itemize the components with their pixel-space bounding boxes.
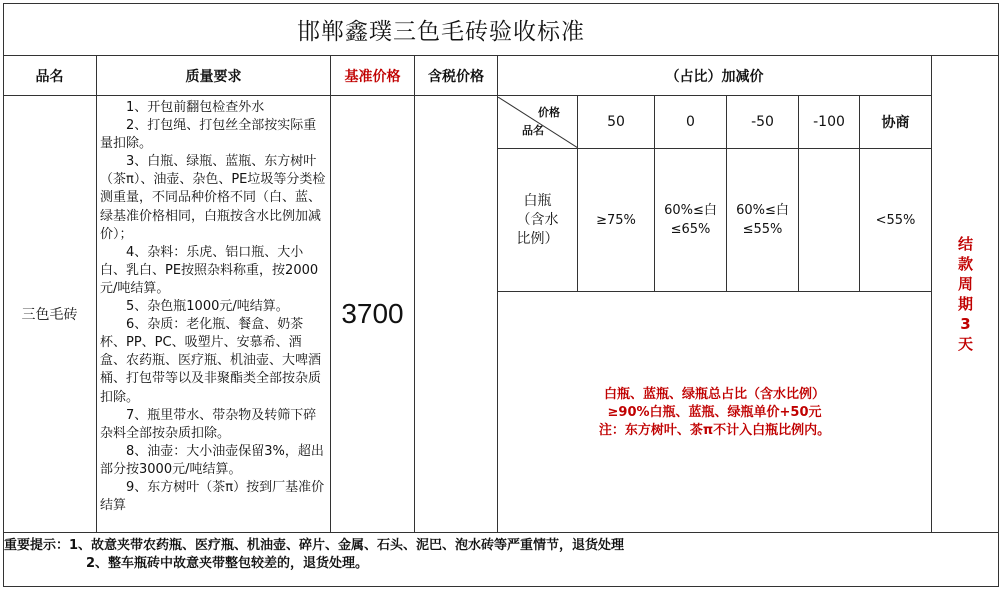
note-line: 白瓶、蓝瓶、绿瓶总占比（含水比例） xyxy=(603,386,825,402)
quality-item: 5、杂色瓶1000元/吨结算。 xyxy=(126,299,289,315)
diag-top-label: 价格 xyxy=(538,106,560,119)
note-line: ≥90%白瓶、蓝瓶、绿瓶单价+50元 xyxy=(607,404,822,420)
header-quality: 质量要求 xyxy=(97,56,331,96)
adjust-value: ≥75% xyxy=(578,149,655,292)
quality-item: 2、打包绳、打包丝全部按实际重量扣除。 xyxy=(100,118,317,152)
quality-item: 9、东方树叶（茶π）按到厂基准价结算 xyxy=(100,479,325,514)
col-header: 50 xyxy=(578,96,655,149)
quality-item: 8、油壶：大小油壶保留3%，超出部分按3000元/吨结算。 xyxy=(100,443,324,477)
col-header: 0 xyxy=(655,96,727,149)
quality-item: 7、瓶里带水、带杂物及转筛下碎杂料全部按杂质扣除。 xyxy=(100,407,317,441)
footer-line-1: 重要提示：1、故意夹带农药瓶、医疗瓶、机油壶、碎片、金属、石头、泥巴、泡水砖等严重情节，退货处理 xyxy=(4,538,625,553)
quality-item: 4、杂料：乐虎、铝口瓶、大小白、乳白、PE按照杂料称重，按2000元/吨结算。 xyxy=(100,244,319,296)
quality-item: 6、杂质：老化瓶、餐盒、奶茶杯、PP、PC、吸塑片、安慕希、酒盒、农药瓶、医疗瓶、机油壶、大啤酒桶、打包带等以及非聚酯类全部按杂质扣除。 xyxy=(100,317,322,405)
footer-line-2: 2、整车瓶砖中故意夹带整包较差的，退货处理。 xyxy=(86,556,369,571)
header-tax-price: 含税价格 xyxy=(415,56,498,96)
header-name: 品名 xyxy=(3,56,97,96)
quality-requirements xyxy=(97,96,331,533)
payment-cycle xyxy=(932,56,999,533)
col-header: -50 xyxy=(727,96,799,149)
payment-text: 结款周期3天 xyxy=(958,235,974,353)
product-name: 三色毛砖 xyxy=(3,96,97,533)
adjust-value: 60%≤白≤65% xyxy=(655,149,727,292)
col-header: 协商 xyxy=(860,96,932,149)
notes xyxy=(498,292,931,533)
footer-notice xyxy=(4,537,994,573)
row-label: 白瓶（含水比例） xyxy=(498,149,578,292)
diag-bottom-label: 品名 xyxy=(522,124,544,137)
adjust-value: 60%≤白≤55% xyxy=(727,149,799,292)
col-header: -100 xyxy=(799,96,860,149)
quality-item: 3、白瓶、绿瓶、蓝瓶、东方树叶（茶π）、油壶、杂色、PE垃圾等分类检测重量，不同品种价格不同（白、蓝、绿基准价格相同，白瓶按含水比例加减价）； xyxy=(100,154,326,242)
note-line: 注：东方树叶、茶π不计入白瓶比例内。 xyxy=(598,422,831,438)
base-price-value: 3700 xyxy=(331,96,415,533)
adjust-value xyxy=(799,149,860,292)
adjust-value: <55% xyxy=(860,149,932,292)
tax-price-value xyxy=(415,96,498,533)
page-title: 邯郸鑫璞三色毛砖验收标准 xyxy=(297,19,585,45)
title-divider xyxy=(3,3,999,56)
quality-item: 1、开包前翻包检查外水 xyxy=(126,100,265,115)
header-adjust: （占比）加减价 xyxy=(498,56,932,96)
header-base-price: 基准价格 xyxy=(331,56,415,96)
